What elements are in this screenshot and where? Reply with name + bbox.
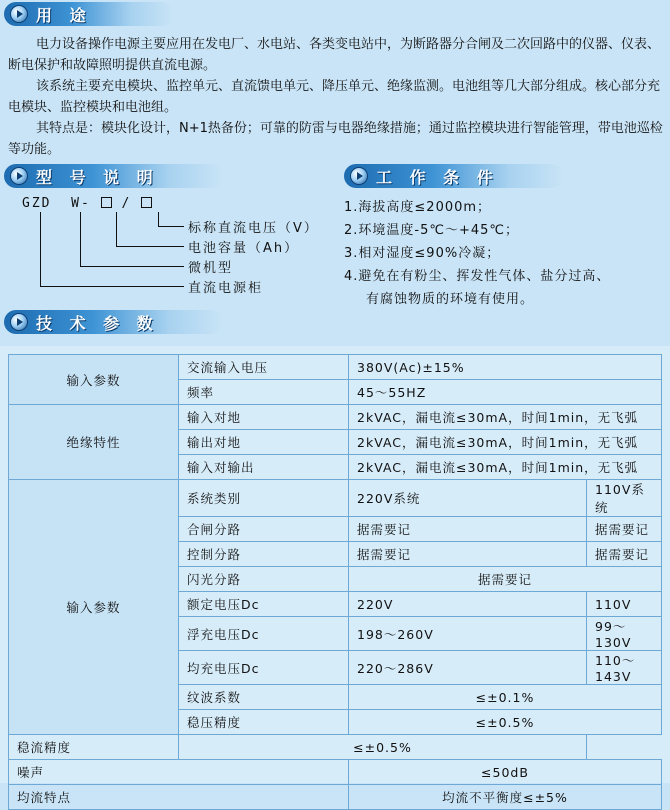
param-value: 110V — [587, 592, 662, 617]
param-value: 据需要记 — [349, 542, 587, 567]
cat-output: 输入参数 — [9, 480, 179, 735]
tech-table-panel — [0, 346, 670, 805]
param-value: 2kVAC，漏电流≤30mA，时间1min，无飞弧 — [349, 455, 662, 480]
param-value: 2kVAC，漏电流≤30mA，时间1min，无飞弧 — [349, 430, 662, 455]
arrow-circle-icon — [10, 313, 28, 331]
arrow-circle-icon — [350, 167, 368, 185]
param-value: 2kVAC，漏电流≤30mA，时间1min，无飞弧 — [349, 405, 662, 430]
param-value: 220～286V — [349, 651, 587, 685]
section-title-usage: 用 途 — [36, 5, 92, 25]
param-value: 据需要记 — [349, 517, 587, 542]
model-sep: / — [121, 196, 132, 211]
param-value: 均流不平衡度≤±5% — [349, 785, 662, 810]
param-value: ≤±0.1% — [349, 685, 662, 710]
voltage-box — [141, 197, 152, 208]
param-name: 输入对输出 — [179, 455, 349, 480]
param-name: 输入对地 — [179, 405, 349, 430]
param-value: 据需要记 — [587, 542, 662, 567]
usage-paragraph-3: 其特点是：模块化设计，N+1热备份；可靠的防雷与电器绝缘措施；通过监控模块进行智能管理，带电池巡检等功能。 — [8, 121, 663, 157]
param-name: 额定电压Dc — [179, 592, 349, 617]
param-name: 稳压精度 — [179, 710, 349, 735]
param-name: 频率 — [179, 380, 349, 405]
param-value: 99～130V — [587, 617, 662, 651]
section-banner-tech — [4, 310, 224, 334]
label-dc-cabinet: 直流电源柜 — [188, 281, 264, 296]
param-value: 据需要记 — [349, 567, 662, 592]
param-name: 系统类别 — [179, 480, 349, 517]
section-title-tech: 技 术 参 数 — [36, 313, 159, 333]
table-row — [9, 760, 662, 785]
param-name: 浮充电压Dc — [179, 617, 349, 651]
label-microcomputer: 微机型 — [188, 261, 234, 276]
model-code — [22, 196, 152, 211]
param-value: ≤±0.5% — [349, 710, 662, 735]
param-value: 据需要记 — [587, 517, 662, 542]
param-value: 110～143V — [587, 651, 662, 685]
param-value: ≤±0.5% — [179, 735, 587, 760]
param-value: 110V系统 — [587, 480, 662, 517]
arrow-circle-icon — [10, 5, 28, 23]
usage-paragraph-2: 该系统主要充电模块、监控单元、直流馈电单元、降压单元、绝缘监测。电池组等几大部分组成。核心部分充电模块、监控模块和电池组。 — [8, 79, 661, 115]
param-name: 输出对地 — [179, 430, 349, 455]
model-code-w: W- — [71, 196, 91, 211]
param-value: ≤50dB — [349, 760, 662, 785]
usage-text — [8, 34, 663, 160]
condition-3: 3.相对湿度≤90%冷凝； — [344, 246, 501, 261]
tech-table — [8, 354, 662, 810]
cat-input: 输入参数 — [9, 355, 179, 405]
param-name: 均流特点 — [9, 785, 349, 810]
section-banner-usage — [4, 2, 174, 26]
param-name: 控制分路 — [179, 542, 349, 567]
param-value: 380V(Ac)±15% — [349, 355, 662, 380]
capacity-box — [101, 197, 112, 208]
table-row — [9, 405, 662, 430]
section-banner-working — [344, 164, 564, 188]
param-value: 220V — [349, 592, 587, 617]
section-banner-model — [4, 164, 224, 188]
param-name: 稳流精度 — [9, 735, 179, 760]
condition-4-cont: 有腐蚀物质的环境有使用。 — [366, 292, 535, 307]
usage-paragraph-1: 电力设备操作电源主要应用在发电厂、水电站、各类变电站中，为断路器分合闸及二次回路中的仪器、仪表、断电保护和故障照明提供直流电源。 — [8, 37, 661, 73]
condition-2: 2.环境温度-5℃～+45℃； — [344, 223, 519, 238]
arrow-circle-icon — [10, 167, 28, 185]
param-name: 纹波系数 — [179, 685, 349, 710]
condition-4: 4.避免在有粉尘、挥发性气体、盐分过高、 — [344, 269, 611, 284]
table-row — [9, 735, 662, 760]
param-name: 均充电压Dc — [179, 651, 349, 685]
model-diagram — [22, 196, 342, 296]
param-name: 闪光分路 — [179, 567, 349, 592]
condition-1: 1.海拔高度≤2000m； — [344, 200, 492, 215]
section-title-model: 型 号 说 明 — [36, 167, 159, 187]
label-rated-voltage: 标称直流电压（V） — [188, 221, 319, 236]
table-row — [9, 785, 662, 810]
working-conditions — [344, 196, 664, 311]
param-name: 合闸分路 — [179, 517, 349, 542]
model-code-prefix: GZD — [22, 196, 52, 211]
table-row — [9, 355, 662, 380]
section-title-working: 工 作 条 件 — [376, 167, 499, 187]
label-battery-capacity: 电池容量（Ah） — [188, 241, 300, 256]
param-name: 噪声 — [9, 760, 349, 785]
param-value: 220V系统 — [349, 480, 587, 517]
param-value: 45～55HZ — [349, 380, 662, 405]
param-value: 198～260V — [349, 617, 587, 651]
cat-insulation: 绝缘特性 — [9, 405, 179, 480]
table-row — [9, 480, 662, 517]
param-name: 交流输入电压 — [179, 355, 349, 380]
